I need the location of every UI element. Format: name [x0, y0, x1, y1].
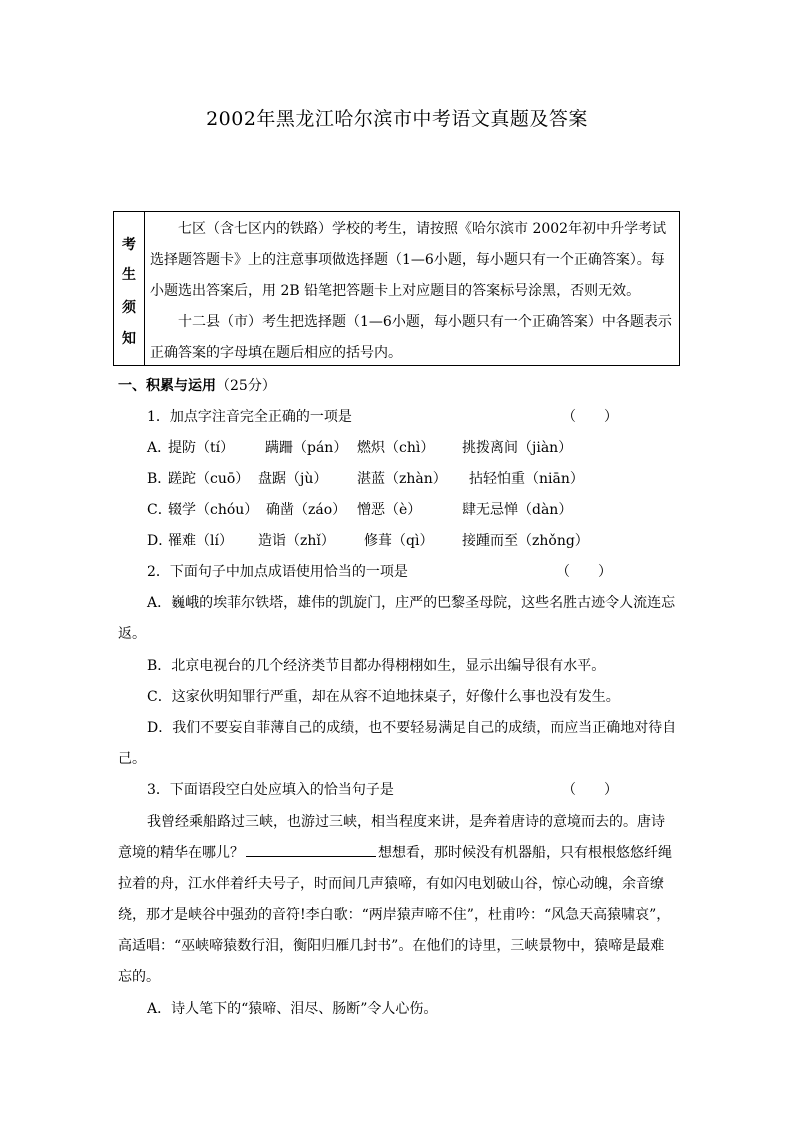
fill-in-blank[interactable] [246, 844, 376, 857]
notice-line: 七区（含七区内的铁路）学校的考生，请按照《哈尔滨市 2002年初中升学考试 [178, 221, 667, 237]
q1-option-item: 拈轻怕重（niān） [469, 471, 584, 487]
q2-option-a: A．巍峨的埃菲尔铁塔，雄伟的凯旋门，庄严的巴黎圣母院，这些名胜古迹令人流连忘 [147, 595, 676, 611]
document-title: 2002年黑龙江哈尔滨市中考语文真题及答案 [206, 108, 588, 130]
section-heading [118, 375, 276, 395]
notice-label-char: 生 [122, 267, 136, 283]
q2-option-d-cont: 己。 [118, 751, 146, 767]
q1-option-label: A． [147, 440, 172, 456]
notice-label-column [114, 212, 145, 365]
notice-line: 选择题答题卡》上的注意事项做选择题（1—6小题，每小题只有一个正确答案）。每 [150, 252, 665, 268]
q1-option-item: 盘踞（jù） [258, 471, 328, 487]
notice-line: 小题选出答案后，用 2B 铅笔把答题卡上对应题目的答案标号涂黑，否则无效。 [150, 283, 641, 299]
q3-passage-line: 忘的。 [118, 969, 160, 985]
notice-line: 十二县（市）考生把选择题（1—6小题，每小题只有一个正确答案）中各题表示 [178, 314, 672, 330]
q2-option-d: D．我们不要妄自菲薄自己的成绩，也不要轻易满足自己的成绩，而应当正确地对待自 [147, 720, 677, 736]
q3-passage-line [118, 842, 672, 862]
q2-option-b: B．北京电视台的几个经济类节目都办得栩栩如生，显示出编导很有水平。 [147, 658, 606, 674]
notice-label-char: 知 [122, 331, 136, 347]
answer-blank-1[interactable]: （ ） [562, 409, 618, 425]
q1-option-item: 提防（tí） [168, 440, 235, 456]
q3-passage-line: 绕，那才是峡谷中强劲的音符!李白歌：“两岸猿声啼不住”，杜甫吟：“风急天高猿啸哀”， [118, 907, 671, 923]
notice-line: 正确答案的字母填在题后相应的括号内。 [150, 345, 402, 361]
q1-option-item: 造诣（zhǐ） [258, 533, 335, 549]
q1-option-item: 修葺（qì） [364, 533, 434, 549]
q1-option-label: C． [147, 502, 172, 518]
q1-option-item: 蹉跎（cuō） [168, 471, 250, 487]
answer-blank-2[interactable]: （ ） [556, 564, 612, 580]
q2-option-c: C．这家伙明知罪行严重，却在从容不迫地抹桌子，好像什么事也没有发生。 [147, 689, 620, 705]
q1-option-item: 辍学（chóu） [168, 502, 259, 518]
notice-label-char: 考 [122, 237, 136, 253]
q1-option-label: B． [147, 471, 172, 487]
q1-option-item: 挑拨离间（jiàn） [462, 440, 573, 456]
question-3-stem: 3．下面语段空白处应填入的恰当句子是 [147, 782, 394, 798]
q1-option-item: 接踵而至（zhǒng） [462, 533, 589, 549]
q1-option-label: D． [147, 533, 173, 549]
q2-option-a-cont: 返。 [118, 626, 146, 642]
q1-option-item: 罹难（lí） [168, 533, 233, 549]
q3-passage-line: 高适唱：“巫峡啼猿数行泪，衡阳归雁几封书”。在他们的诗里，三峡景物中，猿啼是最难 [118, 938, 665, 954]
q3-option-a: A．诗人笔下的“猿啼、泪尽、肠断”令人心伤。 [147, 1001, 438, 1017]
q3-passage-line: 我曾经乘船路过三峡，也游过三峡，相当程度来讲，是奔着唐诗的意境而去的。唐诗 [147, 814, 665, 830]
question-1-stem: 1．加点字注音完全正确的一项是 [147, 409, 352, 425]
q3-passage-line: 拉着的舟，江水伴着纤夫号子，时而间几声猿啼，有如闪电划破山谷，惊心动魄，余音缭 [118, 876, 664, 892]
q1-option-item: 确凿（záo） [266, 502, 347, 518]
q1-option-item: 燃炽（chì） [357, 440, 435, 456]
q1-option-item: 憎恶（è） [357, 502, 422, 518]
q1-option-item: 蹒跚（pán） [265, 440, 348, 456]
section-score: （25分） [216, 378, 276, 394]
section-title: 一、积累与运用 [118, 378, 216, 394]
q3-passage-text: 意境的精华在哪儿？ [118, 845, 244, 861]
exam-notice-box [113, 211, 680, 366]
q1-option-item: 湛蓝（zhàn） [357, 471, 447, 487]
answer-blank-3[interactable]: （ ） [562, 782, 618, 798]
q3-passage-text: 想想看，那时候没有机器船，只有根根悠悠纤绳 [378, 845, 672, 861]
question-2-stem: 2．下面句子中加点成语使用恰当的一项是 [147, 564, 408, 580]
notice-label-char: 须 [122, 300, 136, 316]
q1-option-item: 肆无忌惮（dàn） [462, 502, 573, 518]
